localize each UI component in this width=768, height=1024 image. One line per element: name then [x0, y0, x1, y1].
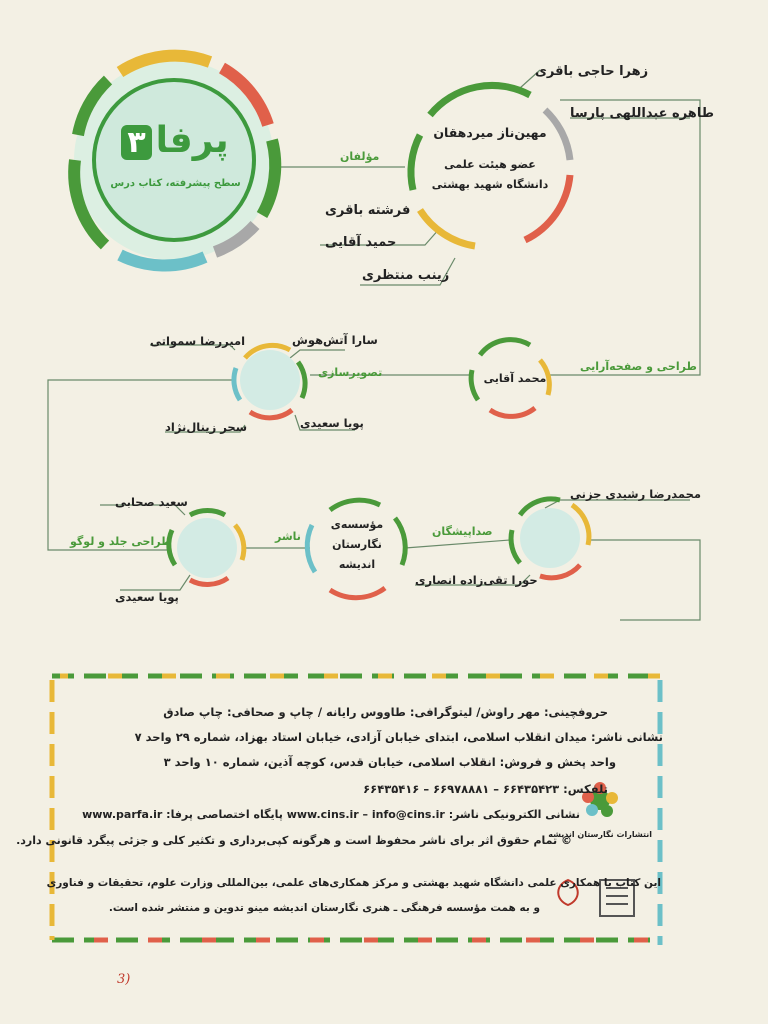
logo-subtitle: سطح پیشرفته، کتاب درس — [110, 178, 241, 189]
publisher-line-2: نگارستان — [332, 538, 382, 551]
info-line: نشانی ناشر: میدان انقلاب اسلامی، ابتدای خیابان آزادی، خیابان استاد بهزاد، شماره ۲۹ واحد ۷ — [134, 730, 663, 744]
cover-designer-name: سعید صحابی — [115, 495, 188, 509]
info-line: نشانی الکترونیکی ناشر: www.cins.ir – info@cins.ir پایگاه اختصاصی پرفا: www.parfa.ir — [82, 808, 580, 821]
publisher-label: ناشر — [275, 530, 301, 543]
cover-ring — [169, 510, 244, 584]
author-name: حمید آقایی — [325, 235, 397, 250]
cover-designer-name: پویا سعیدی — [115, 590, 179, 604]
info-line: © تمام حقوق اثر برای ناشر محفوظ است و هرگونه کپی‌برداری و تکثیر کلی و جزئی پیگرد قانونی دارد. — [16, 834, 572, 847]
designer-name: محمد آقایی — [483, 372, 547, 385]
voice-ring — [511, 499, 589, 578]
logo-title: پرفا۳ — [100, 120, 250, 161]
info-line: واحد پخش و فروش: انقلاب اسلامی، خیابان قدس، کوچه آذین، شماره ۱۰ واحد ۳ — [163, 755, 616, 769]
voice-actor-name: محمدرضا رشیدی جزنی — [570, 487, 702, 501]
cover-label: طراحی جلد و لوگو — [70, 535, 172, 548]
illustrator-name: سحر زینال‌نژاد — [165, 420, 247, 434]
author-name: فرشته باقری — [325, 203, 411, 218]
illustration-ring — [234, 345, 305, 417]
logo-number: ۳ — [121, 125, 151, 160]
info-line: حروفچینی: مهر راوش/ لیتوگرافی: طاووس رایانه / چاپ و صحافی: چاپ صادق — [163, 705, 608, 719]
illustrator-name: پویا سعیدی — [300, 416, 364, 430]
main-author-desc-1: عضو هیئت علمی — [444, 158, 536, 171]
publisher-line-1: مؤسسه‌ی — [330, 518, 384, 531]
publisher-line-3: اندیشه — [338, 558, 376, 571]
page-number: 3) — [117, 972, 131, 987]
author-name: زهرا حاجی باقری — [535, 64, 649, 79]
voice-label: صداپیشگان — [432, 525, 493, 538]
info-line: این کتاب با همکاری علمی دانشگاه شهید بهشتی و مرکز همکاری‌های علمی، بین‌المللی وزارت علوم، تحقیقات و فناوری — [46, 877, 661, 889]
illustrator-name: سارا آتش‌هوش — [292, 333, 378, 347]
publisher-logo-text: انتشارات نگارستان اندیشه — [548, 830, 652, 839]
illustrator-name: امیررضا سمواتی — [150, 334, 246, 348]
design-label: طراحی و صفحه‌آرایی — [580, 360, 697, 373]
authors-label: مؤلفان — [340, 150, 380, 163]
info-line: و به همت مؤسسه فرهنگی ـ هنری نگارستان اندیشه مینو تدوین و منتشر شده است. — [108, 902, 540, 914]
main-author: مهین‌ناز میردهقان — [433, 125, 547, 140]
info-line: تلفکس: ۶۶۴۳۵۴۲۳ – ۶۶۹۷۸۸۸۱ – ۶۶۴۳۵۴۱۶ — [363, 782, 608, 796]
author-name: طاهره عبداللهی پارسا — [570, 106, 714, 121]
illustration-label: تصویرسازی — [318, 366, 383, 379]
author-name: زینب منتظری — [362, 268, 450, 283]
voice-actor-name: حورا تقی‌زاده انصاری — [415, 573, 538, 587]
main-author-desc-2: دانشگاه شهید بهشتی — [431, 178, 549, 191]
